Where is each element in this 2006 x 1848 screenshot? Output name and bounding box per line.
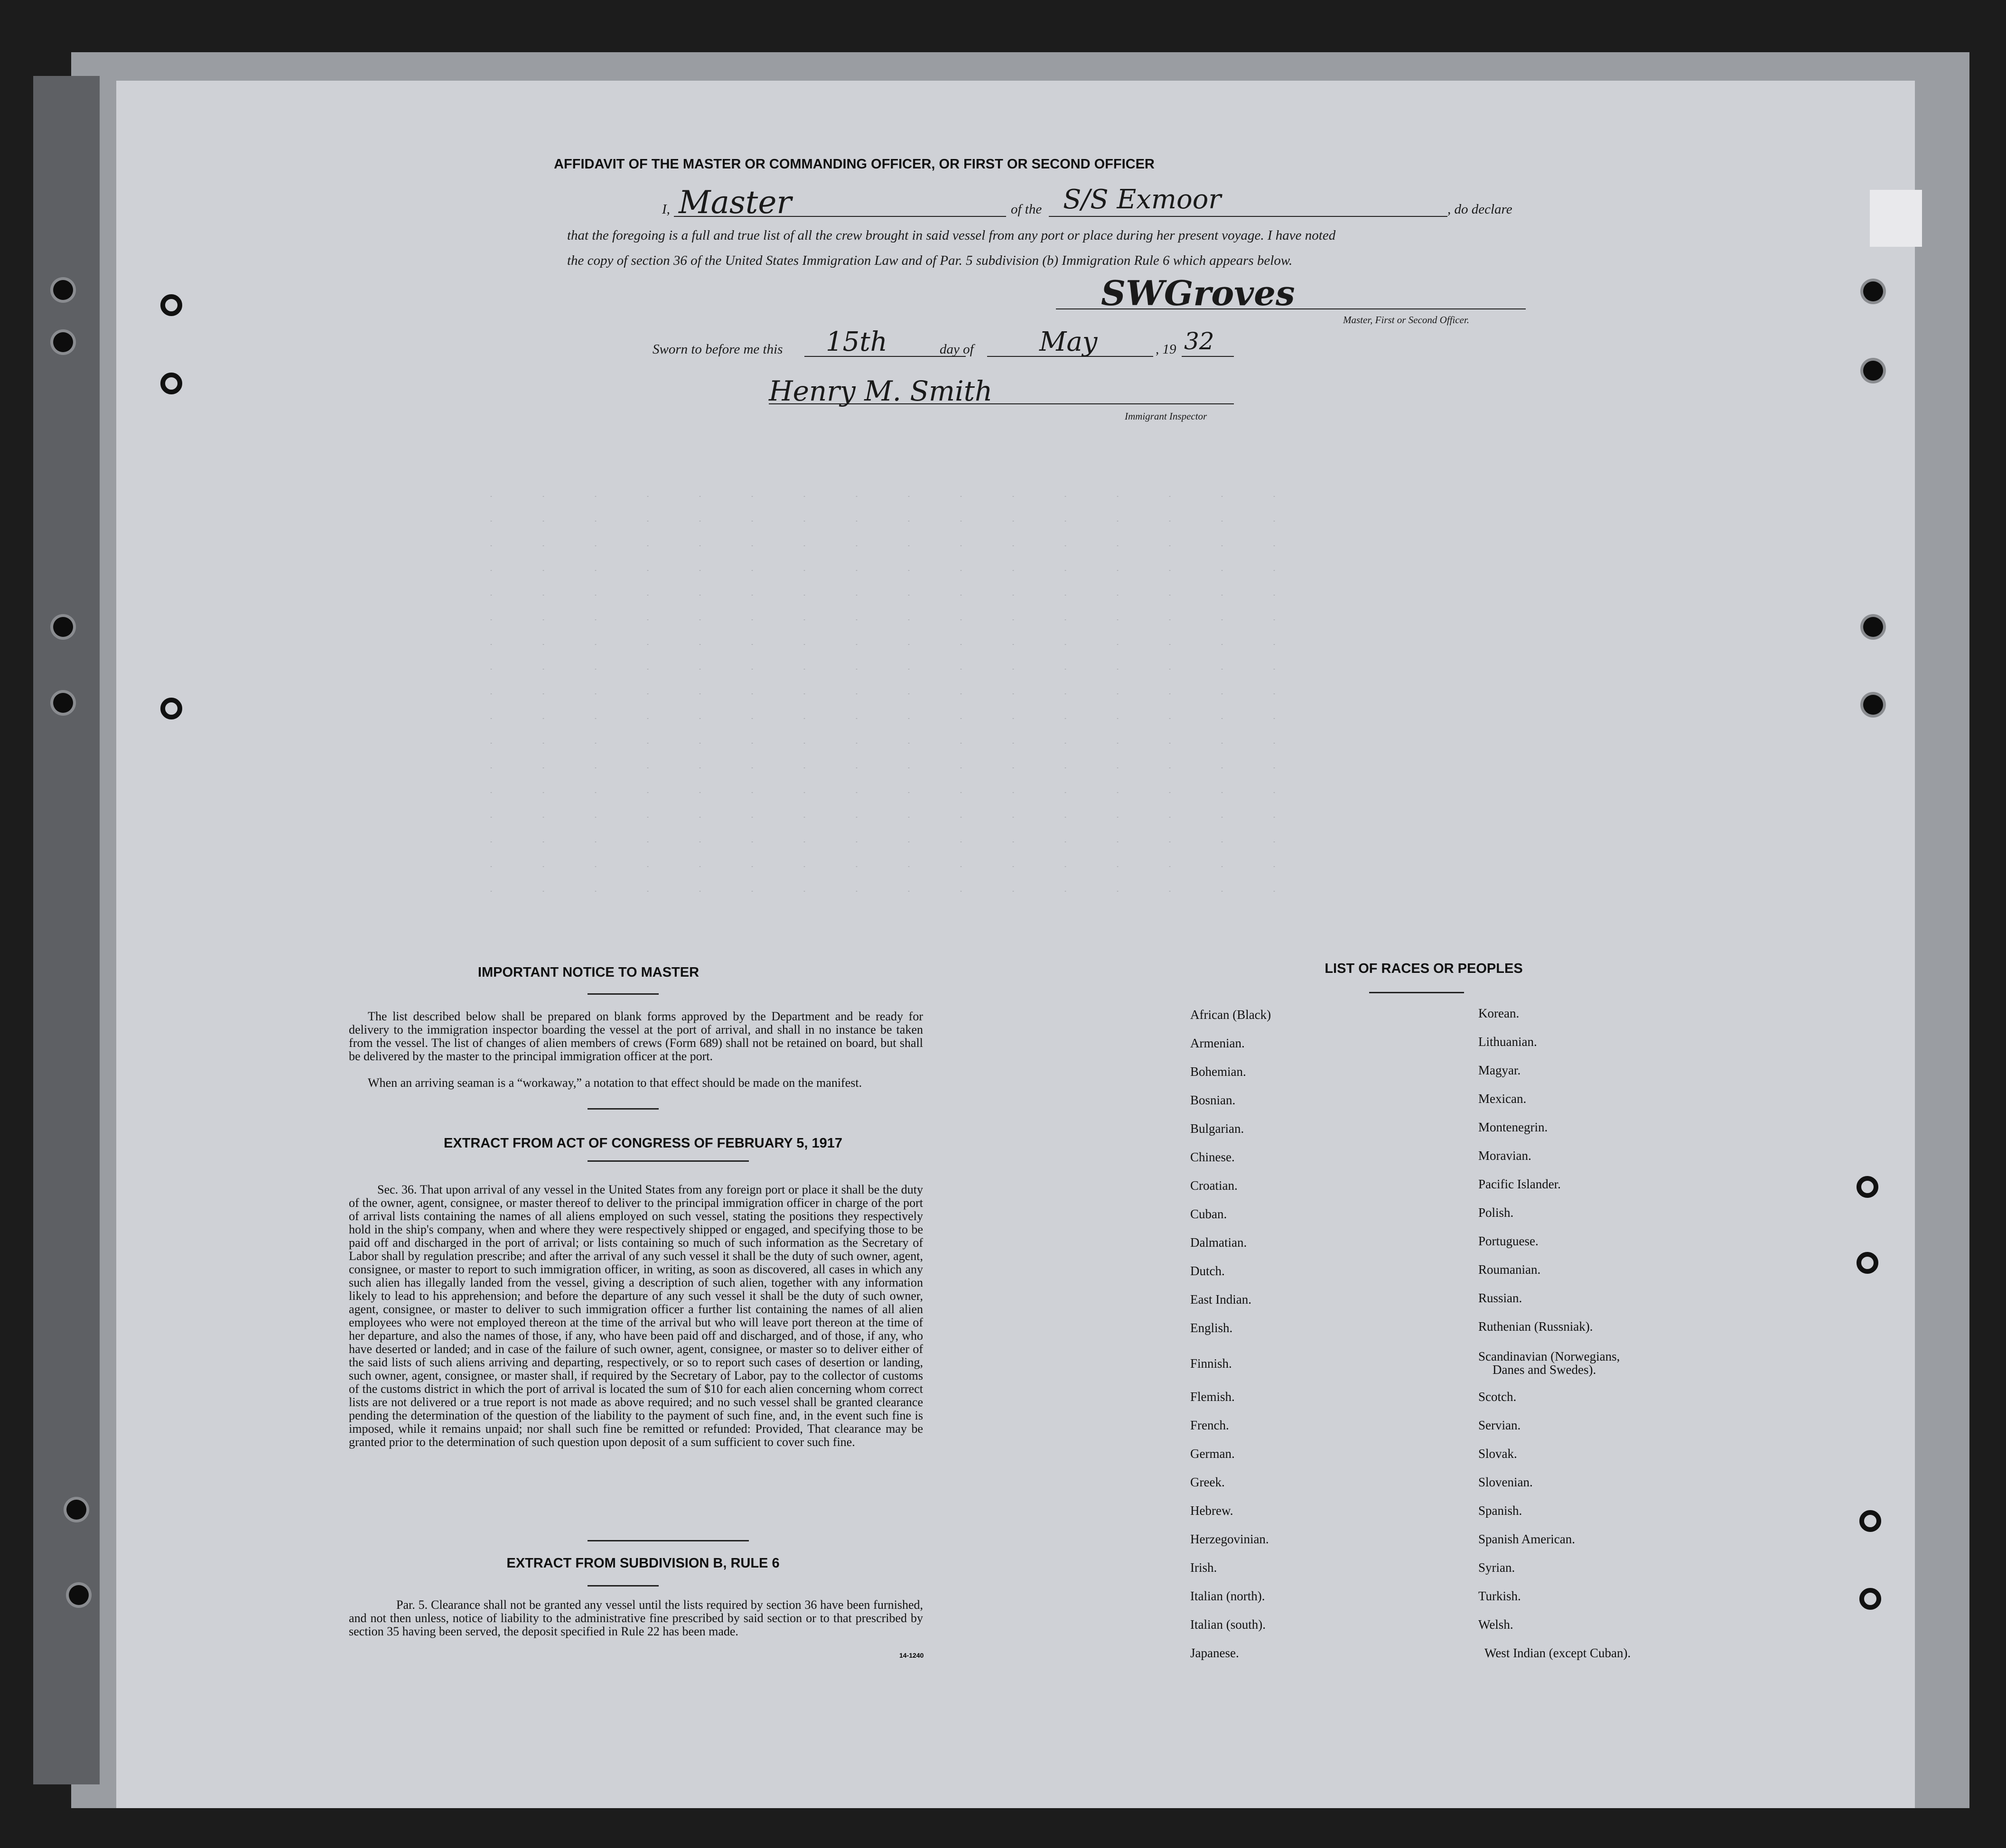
race-item: Turkish. (1478, 1589, 1521, 1603)
heading-rule (588, 1108, 659, 1110)
race-item: Flemish. (1190, 1390, 1235, 1404)
par-5-text: Par. 5. Clearance shall not be granted any vessel until the lists required by section 36 have been furnished, and not then unless, notice of liability to the administrative fine prescribed by said section or to that prescribed by section 35 having been served, the deposit specified in Rule 22 has been made. (349, 1598, 923, 1638)
race-item: Scandinavian (Norwegians, (1478, 1349, 1620, 1363)
race-item: English. (1190, 1321, 1233, 1335)
punch-hole (160, 294, 182, 316)
race-item: Russian. (1478, 1291, 1522, 1305)
race-item: French. (1190, 1418, 1229, 1432)
race-item: West Indian (except Cuban). (1484, 1646, 1631, 1660)
race-item: Portuguese. (1478, 1234, 1539, 1248)
i-label: I, (662, 202, 670, 217)
race-item: Roumanian. (1478, 1262, 1541, 1277)
binder-hole (53, 617, 73, 637)
race-item: Japanese. (1190, 1646, 1239, 1660)
race-item: Bohemian. (1190, 1064, 1246, 1079)
race-item: Spanish American. (1478, 1532, 1575, 1546)
binder-hole (53, 280, 73, 300)
punch-hole (1863, 617, 1883, 637)
sworn-month: May (1039, 327, 1098, 357)
master-handwritten: Master (679, 184, 792, 221)
binder-edge (33, 76, 100, 1784)
of-the-label: of the (1011, 202, 1042, 217)
race-item: Polish. (1478, 1205, 1514, 1220)
race-item: Danes and Swedes). (1493, 1363, 1596, 1377)
race-item: Moravian. (1478, 1148, 1531, 1163)
race-item: Syrian. (1478, 1560, 1515, 1575)
punch-hole (160, 373, 182, 394)
notice-heading: IMPORTANT NOTICE TO MASTER (477, 965, 700, 980)
race-item: Bulgarian. (1190, 1121, 1244, 1136)
punch-hole (1863, 361, 1883, 381)
year-prefix: , 19 (1156, 342, 1176, 357)
act-heading: EXTRACT FROM ACT OF CONGRESS OF FEBRUARY 5, 1917 (443, 1136, 843, 1151)
race-item: Dutch. (1190, 1264, 1225, 1278)
races-heading: LIST OF RACES OR PEOPLES (1325, 961, 1523, 976)
race-item: Mexican. (1478, 1092, 1527, 1106)
race-item: German. (1190, 1447, 1235, 1461)
affidavit-line-2: that the foregoing is a full and true list of all the crew brought in said vessel from any port or place during her present voyage. I have noted (567, 228, 1336, 243)
race-item: Spanish. (1478, 1503, 1522, 1518)
vessel-line (1049, 216, 1447, 217)
inspector-caption: Immigrant Inspector (1125, 411, 1207, 422)
race-item: Dalmatian. (1190, 1235, 1247, 1250)
year-line (1182, 356, 1234, 357)
punch-hole (1859, 1588, 1881, 1610)
race-item: Magyar. (1478, 1063, 1521, 1077)
race-item: Korean. (1478, 1006, 1520, 1020)
day-of-label: day of (940, 342, 974, 357)
heading-rule (588, 1160, 749, 1162)
affidavit-title: AFFIDAVIT OF THE MASTER OR COMMANDING OFFICER, OR FIRST OR SECOND OFFICER (554, 157, 1155, 172)
race-item: Slovenian. (1478, 1475, 1533, 1489)
race-item: Armenian. (1190, 1036, 1245, 1050)
sworn-label: Sworn to before me this (653, 342, 783, 357)
race-item: Bosnian. (1190, 1093, 1236, 1107)
race-item: Cuban. (1190, 1207, 1227, 1221)
inspector-signature: Henry M. Smith (769, 375, 993, 407)
race-item: Lithuanian. (1478, 1035, 1537, 1049)
race-item: Chinese. (1190, 1150, 1235, 1164)
heading-rule (588, 1585, 659, 1587)
race-item: Ruthenian (Russniak). (1478, 1319, 1593, 1334)
rule-6-heading: EXTRACT FROM SUBDIVISION B, RULE 6 (506, 1556, 780, 1571)
race-item: Irish. (1190, 1560, 1217, 1575)
paper-tab (1870, 190, 1922, 247)
faint-dot-field (465, 484, 1319, 911)
notice-paragraph-2: When an arriving seaman is a “workaway,” a notation to that effect should be made on the manifest. (368, 1076, 862, 1090)
heading-rule (588, 993, 659, 995)
race-item: Hebrew. (1190, 1503, 1233, 1518)
race-item: Welsh. (1478, 1617, 1513, 1632)
race-item: Servian. (1478, 1418, 1521, 1432)
form-number: 14-1240 (899, 1652, 924, 1659)
race-item: Finnish. (1190, 1356, 1232, 1371)
sworn-day: 15th (826, 327, 887, 357)
punch-hole (1859, 1510, 1881, 1532)
punch-hole (1857, 1176, 1878, 1198)
race-item: Herzegovinian. (1190, 1532, 1269, 1546)
race-item: Scotch. (1478, 1390, 1517, 1404)
race-item: Pacific Islander. (1478, 1177, 1561, 1191)
race-item: Montenegrin. (1478, 1120, 1548, 1134)
race-item: Italian (north). (1190, 1589, 1265, 1603)
race-item: African (Black) (1190, 1008, 1271, 1022)
notice-paragraph-1: The list described below shall be prepared on blank forms approved by the Department and be ready for delivery to the immigration inspector boarding the vessel at the port of arrival, and shall in no instance be taken from the vessel. The list of changes of alien members of crews (Form 689) shall not be retained on board, but shall be delivered by the master to the principal immigration officer at the port. (349, 1009, 923, 1063)
master-signature: SWGroves (1101, 273, 1295, 313)
race-item: Croatian. (1190, 1178, 1238, 1193)
year-suffix: 32 (1184, 327, 1214, 355)
vessel-handwritten: S/S Exmoor (1063, 184, 1222, 215)
master-caption: Master, First or Second Officer. (1343, 314, 1469, 326)
manifest-page (116, 81, 1915, 1808)
punch-hole (1863, 695, 1883, 715)
race-item: Slovak. (1478, 1447, 1517, 1461)
race-item: East Indian. (1190, 1292, 1251, 1307)
binder-hole (69, 1585, 89, 1605)
affidavit-line-3: the copy of section 36 of the United States Immigration Law and of Par. 5 subdivision (b) Immigration Rule 6 which appears below. (567, 253, 1293, 268)
binder-hole (66, 1500, 86, 1520)
punch-hole (1857, 1252, 1878, 1274)
section-36-text: Sec. 36. That upon arrival of any vessel in the United States from any foreign port or place it shall be the duty of the owner, agent, consignee, or master thereof to deliver to the principal immigration officer in charge of the port of arrival lists containing the names of all aliens employed on such vessel, stating the positions they respectively hold in the ship's company, when and where they were respectively shipped or engaged, and specifying those to be paid off and discharged in the port of arrival; or lists containing so much of such information as the Secretary of Labor shall by regulation prescribe; and after the arrival of any such vessel it shall be the duty of such owner, agent, consignee, or master to report to such immigration officer, in writing, as soon as discovered, all cases in which any such alien has illegally landed from the vessel, giving a description of such alien, together with any information likely to lead to his apprehension; and before the departure of any such vessel it shall be the duty of such owner, agent, consignee, or master to deliver to such immigration officer a further list containing the names of all alien employees who were not employed thereon at the time of the arrival but who will leave port thereon at the time of her departure, and also the names of those, if any, who have been paid off and discharged, and of those, if any, who have deserted or landed; and in case of the failure of such owner, agent, consignee, or master so to deliver either of the said lists of such aliens arriving and departing, respectively, or so to report such cases of desertion or landing, such owner, agent, consignee, or master shall, if required by the Secretary of Labor, pay to the collector of customs of the customs district in which the port of arrival is located the sum of $10 for each alien concerning whom correct lists are not delivered or a true report is not made as above required; and no such vessel shall be granted clearance pending the determination of the question of the liability to the payment of such fine, and, in the event such fine is imposed, while it remains unpaid; nor shall such fine be remitted or refunded: Provided, That clearance may be granted prior to the determination of such question upon deposit of a sum sufficient to cover such fine. (349, 1183, 923, 1449)
heading-rule (588, 1540, 749, 1541)
punch-hole (1863, 281, 1883, 301)
binder-hole (53, 693, 73, 713)
do-declare-label: , do declare (1447, 202, 1512, 217)
race-item: Italian (south). (1190, 1617, 1266, 1632)
race-item: Greek. (1190, 1475, 1225, 1489)
punch-hole (160, 698, 182, 719)
binder-hole (53, 332, 73, 352)
heading-rule (1369, 992, 1464, 993)
